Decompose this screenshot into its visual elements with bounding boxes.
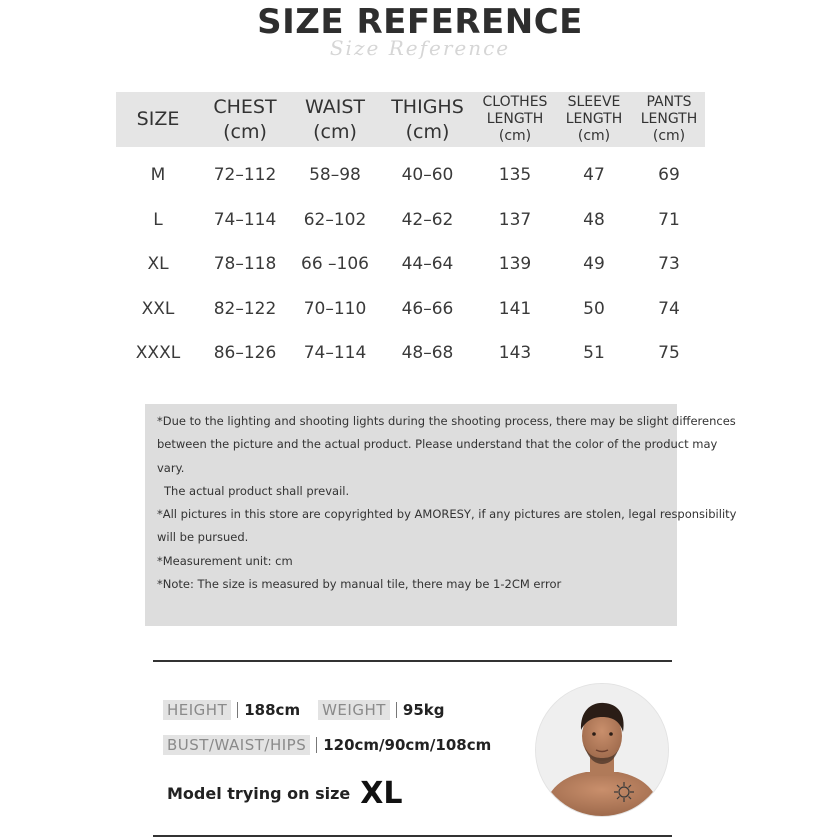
column-header-line: CHEST [213, 95, 277, 118]
model-measurements-row [163, 735, 491, 755]
table-row [116, 147, 705, 198]
height-value: 188cm [244, 701, 301, 719]
measurement-cell: 48 [583, 209, 605, 230]
column-header-line: LENGTH [565, 111, 623, 127]
measurement-cell: 135 [498, 165, 532, 186]
column-header-line: WAIST [304, 95, 365, 118]
note-line: *Measurement unit: cm [157, 553, 293, 568]
size-chart-header [116, 92, 705, 147]
measurement-cell: 42–62 [401, 209, 454, 230]
divider-bottom [153, 835, 672, 837]
measurement-cell: 50 [583, 298, 605, 319]
size-label-cell: XL [147, 254, 169, 275]
column-header-line: (cm) [577, 128, 611, 144]
measurement-cell: 71 [658, 209, 680, 230]
model-trying-size: XL [360, 776, 403, 811]
measurement-cell: 66 –106 [301, 254, 369, 275]
size-chart-table [116, 92, 705, 376]
model-trying-label: Model trying on size [167, 784, 351, 803]
note-line: The actual product shall prevail. [164, 483, 350, 498]
measurement-cell: 44–64 [401, 254, 454, 275]
measurement-cell: 86–126 [213, 343, 277, 364]
table-row [116, 198, 705, 243]
measurement-cell: 40–60 [401, 165, 454, 186]
column-header [633, 92, 705, 147]
measurement-cell: 139 [498, 254, 532, 275]
column-header-line: LENGTH [640, 111, 698, 127]
note-line: will be pursued. [157, 530, 249, 545]
page-title: SIZE REFERENCE [257, 2, 583, 42]
column-header [200, 92, 290, 147]
measurement-cell: 74–114 [213, 209, 277, 230]
column-header-line: PANTS [646, 94, 692, 110]
column-header-line: CLOTHES [482, 94, 548, 110]
size-label-cell: XXXL [135, 343, 181, 364]
column-header [555, 92, 633, 147]
title-script-watermark: Size Reference [329, 36, 511, 60]
size-label-cell: L [153, 209, 163, 230]
notes-panel [145, 404, 737, 626]
column-header-line: (cm) [313, 120, 357, 143]
measurement-cell: 74–114 [303, 343, 367, 364]
separator [396, 702, 397, 718]
measurement-cell: 82–122 [213, 298, 277, 319]
measurement-cell: 78–118 [213, 254, 277, 275]
note-line: *Note: The size is measured by manual tile, there may be 1-2CM error [157, 577, 562, 592]
column-header-line: (cm) [652, 128, 686, 144]
model-avatar [535, 683, 669, 817]
column-header-line: (cm) [405, 120, 450, 143]
separator [237, 702, 238, 718]
size-chart-body [116, 147, 705, 376]
weight-value: 95kg [402, 701, 445, 719]
model-portrait-icon [536, 684, 668, 816]
column-header-line: LENGTH [486, 111, 544, 127]
size-label-cell: M [150, 165, 166, 186]
separator [316, 737, 317, 753]
measurement-cell: 70–110 [303, 298, 367, 319]
column-header [380, 92, 475, 147]
divider-top [153, 660, 672, 662]
column-header [116, 92, 200, 147]
measurement-cell: 58–98 [309, 165, 361, 186]
column-header [475, 92, 555, 147]
measurement-cell: 46–66 [401, 298, 454, 319]
note-line: *Due to the lighting and shooting lights during the shooting process, there may be slight differences [157, 414, 736, 428]
measurement-cell: 51 [583, 343, 605, 364]
measurement-cell: 75 [658, 343, 680, 364]
model-size-row [167, 776, 403, 811]
measurement-cell: 72–112 [213, 165, 277, 186]
column-header-line: THIGHS [391, 95, 464, 118]
note-line: *All pictures in this store are copyrighted by AMORESY, if any pictures are stolen, legal responsibility [157, 507, 737, 522]
measurement-cell: 73 [658, 254, 680, 275]
column-header [290, 92, 380, 147]
measurement-cell: 143 [498, 343, 532, 364]
bust-waist-hips-value: 120cm/90cm/108cm [323, 736, 492, 754]
note-line: between the picture and the actual product. Please understand that the color of the product may [157, 437, 718, 452]
measurement-cell: 74 [658, 298, 680, 319]
table-row [116, 242, 705, 287]
height-label: HEIGHT [163, 700, 231, 720]
weight-label: WEIGHT [318, 700, 390, 720]
note-line: vary. [157, 460, 185, 475]
measurement-cell: 47 [583, 165, 605, 186]
table-row [116, 331, 705, 376]
table-row [116, 287, 705, 332]
column-header-line: SLEEVE [567, 94, 621, 110]
column-header-line: SIZE [136, 108, 180, 130]
measurement-cell: 49 [583, 254, 605, 275]
measurement-cell: 69 [658, 165, 680, 186]
column-header-line: (cm) [223, 120, 267, 143]
column-header-line: (cm) [498, 128, 532, 144]
size-label-cell: XXL [141, 298, 175, 319]
model-height-weight-row [163, 700, 445, 720]
measurement-cell: 137 [498, 209, 532, 230]
measurement-cell: 48–68 [401, 343, 454, 364]
measurement-cell: 62–102 [303, 209, 367, 230]
bust-waist-hips-label: BUST/WAIST/HIPS [163, 735, 310, 755]
measurement-cell: 141 [498, 298, 532, 319]
